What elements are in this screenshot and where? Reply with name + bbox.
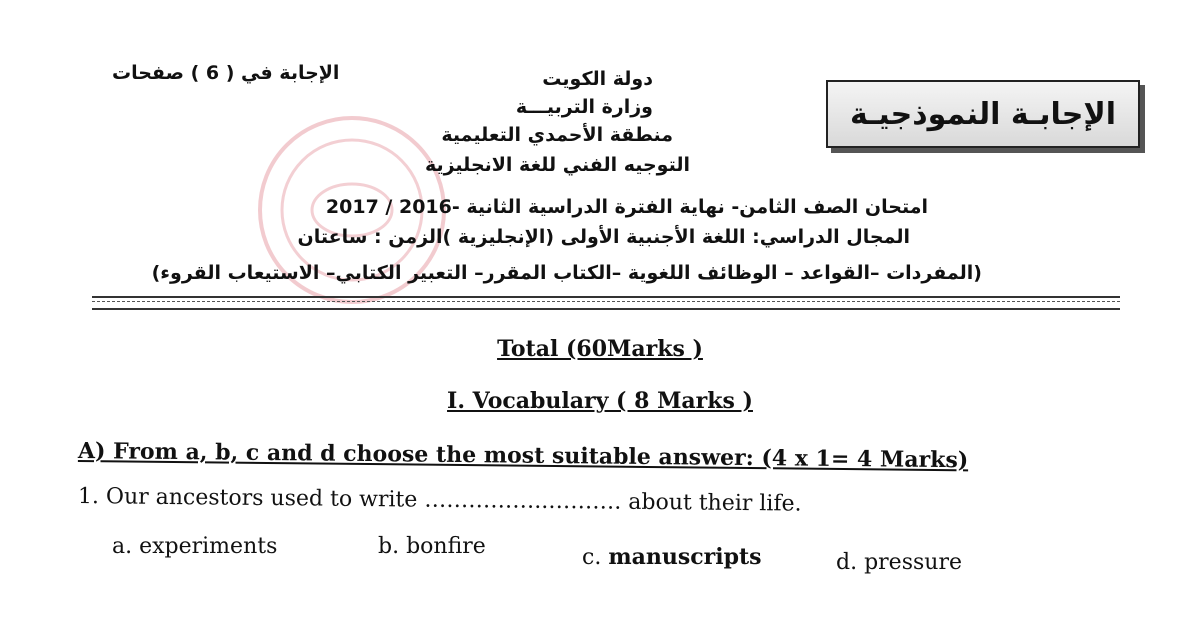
english-guidance-dept: التوجيه الفني للغة الانجليزية bbox=[424, 154, 690, 176]
exam-skills-list: (المفردات –القواعد – الوظائف اللغوية –الكتاب المقرر– التعبير الكتابي– الاستيعاب القروء) bbox=[151, 262, 982, 284]
header-divider-inner bbox=[92, 301, 1120, 302]
option-a: a. experiments bbox=[112, 534, 278, 559]
subject-and-duration: المجال الدراسي: اللغة الأجنبية الأولى (الإنجليزية )الزمن : ساعتان bbox=[297, 226, 910, 248]
option-d: d. pressure bbox=[836, 550, 962, 575]
educational-region: منطقة الأحمدي التعليمية bbox=[441, 124, 673, 146]
header-divider bbox=[92, 296, 1120, 310]
pages-count-note: الإجابة في ( 6 ) صفحات bbox=[112, 62, 340, 84]
question-1: 1. Our ancestors used to write ……………..………. about their life. bbox=[77, 484, 802, 517]
total-marks: Total (60Marks ) bbox=[497, 336, 703, 362]
exam-title: امتحان الصف الثامن- نهاية الفترة الدراسية الثانية -2016 / 2017 bbox=[325, 196, 928, 218]
section-title: I. Vocabulary ( 8 Marks ) bbox=[447, 388, 753, 414]
part-a-instructions: A) From a, b, c and d choose the most suitable answer: (4 x 1= 4 Marks) bbox=[77, 438, 969, 474]
ministry-name: وزارة التربيـــة bbox=[515, 96, 653, 118]
option-b: b. bonfire bbox=[378, 534, 486, 559]
option-c bbox=[582, 544, 762, 570]
option-c-letter: c. bbox=[582, 545, 609, 570]
country-name: دولة الكويت bbox=[542, 68, 653, 90]
option-c-answer: manuscripts bbox=[608, 544, 762, 570]
model-answer-label: الإجابـة النموذجيـة bbox=[849, 96, 1117, 132]
model-answer-box bbox=[826, 80, 1140, 148]
